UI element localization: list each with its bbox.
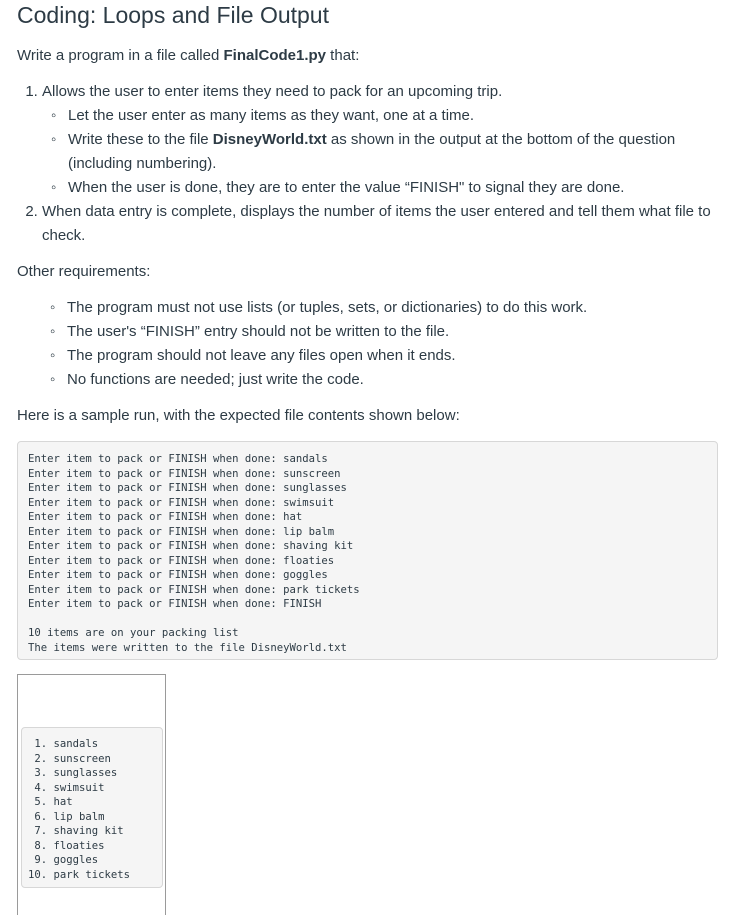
steps-list — [17, 80, 738, 248]
file-line: 4. swimsuit — [28, 781, 105, 794]
step-item — [42, 80, 738, 200]
code-line: Enter item to pack or FINISH when done: sunscreen — [28, 467, 341, 480]
file-preview-frame — [17, 674, 166, 915]
step-sublist — [42, 104, 738, 200]
intro-filename: FinalCode1.py — [223, 47, 327, 64]
file-line: 6. lip balm — [28, 810, 105, 823]
sub-item-prefix: Write these to the file — [68, 131, 213, 148]
requirement-item: ◦ No functions are needed; just write the code. — [67, 368, 587, 392]
sub-item — [68, 104, 738, 128]
code-line: Enter item to pack or FINISH when done: shaving kit — [28, 540, 354, 552]
step-text: When data entry is complete, displays the number of items the user entered and tell them what file to check. — [42, 203, 711, 244]
other-requirements-heading: Other requirements: — [17, 263, 151, 280]
code-line: Enter item to pack or FINISH when done: FINISH — [28, 598, 322, 610]
code-blank-line — [28, 612, 707, 627]
file-line: 7. shaving kit — [28, 825, 124, 837]
sub-item-text: Let the user enter as many items as they want, one at a time. — [68, 107, 475, 124]
code-line: Enter item to pack or FINISH when done: lip balm — [28, 525, 335, 538]
intro-suffix: that: — [326, 47, 360, 64]
requirement-item: ◦ The user's “FINISH” entry should not be written to the file. — [67, 320, 587, 344]
file-line: 10. park tickets — [28, 868, 131, 881]
code-line: Enter item to pack or FINISH when done: park tickets — [28, 583, 360, 596]
step-text: Allows the user to enter items they need to pack for an upcoming trip. — [42, 83, 503, 100]
sub-item — [68, 176, 738, 200]
file-line: 2. sunscreen — [28, 752, 111, 765]
code-line: Enter item to pack or FINISH when done: floaties — [28, 554, 335, 567]
sub-item-suffix: as shown in the output at the bottom of the question (including numbering). — [68, 131, 676, 172]
sub-item — [68, 128, 738, 176]
file-line: 3. sunglasses — [28, 767, 118, 779]
code-line: Enter item to pack or FINISH when done: sandals — [28, 453, 328, 465]
intro-paragraph — [17, 44, 359, 68]
sub-item-filename: DisneyWorld.txt — [212, 131, 327, 148]
file-line: 8. floaties — [28, 839, 105, 852]
requirements-list — [67, 296, 587, 392]
file-line: 1. sandals — [28, 738, 99, 750]
sample-heading: Here is a sample run, with the expected file contents shown below: — [17, 407, 460, 424]
code-line: The items were written to the file DisneyWorld.txt — [28, 641, 347, 654]
sample-run-code-block — [17, 441, 718, 660]
intro-prefix: Write a program in a file called — [17, 47, 224, 64]
file-line: 5. hat — [28, 796, 73, 808]
code-line: Enter item to pack or FINISH when done: goggles — [28, 569, 328, 581]
step-item — [42, 200, 738, 248]
sub-item-text: When the user is done, they are to enter the value “FINISH" to signal they are done. — [68, 179, 625, 196]
page-title: Coding: Loops and File Output — [17, 2, 329, 28]
requirement-item: ◦ The program should not leave any files open when it ends. — [67, 344, 587, 368]
code-line: Enter item to pack or FINISH when done: hat — [28, 511, 303, 523]
requirement-item: ◦ The program must not use lists (or tuples, sets, or dictionaries) to do this work. — [67, 296, 587, 320]
code-line: Enter item to pack or FINISH when done: swimsuit — [28, 496, 335, 509]
code-line: Enter item to pack or FINISH when done: sunglasses — [28, 482, 347, 494]
file-contents-block — [21, 727, 163, 888]
code-line: 10 items are on your packing list — [28, 627, 239, 639]
file-line: 9. goggles — [28, 854, 99, 866]
